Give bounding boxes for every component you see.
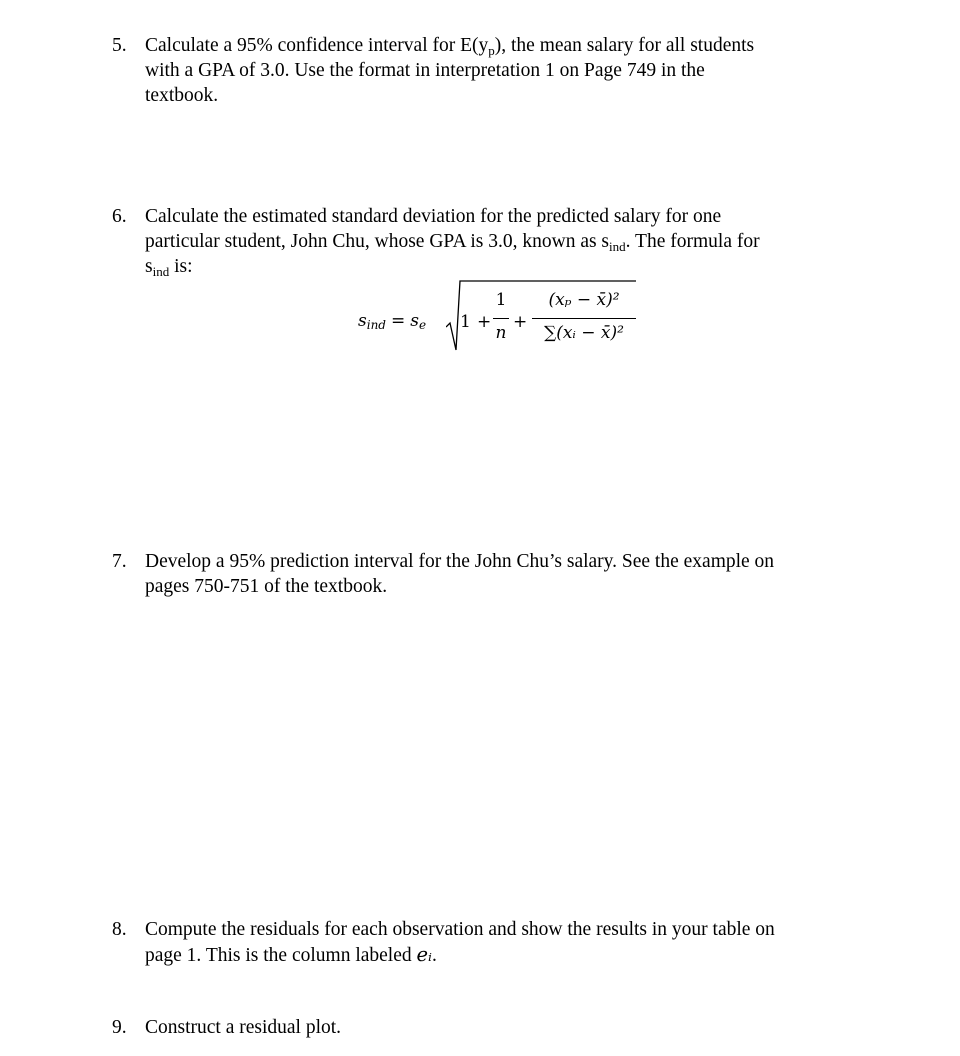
equals-sign: = (390, 311, 406, 331)
subscript: ind (609, 239, 626, 254)
question-line: Develop a 95% prediction interval for the John Chu’s salary. See the example on (145, 551, 775, 572)
formula-subscript: ind (366, 318, 386, 332)
question-line: Compute the residuals for each observation and show the results in your table on (145, 919, 775, 940)
subscript: p (488, 43, 495, 58)
question-number: 7. (112, 551, 127, 572)
question-number: 9. (112, 1017, 127, 1038)
radicand (460, 290, 636, 344)
question-line: with a GPA of 3.0. Use the format in interpretation 1 on Page 749 in the (145, 60, 705, 81)
text-segment: page 1. This is the column labeled (145, 945, 417, 966)
formula-lhs (358, 309, 426, 338)
fraction-denominator: ∑(xᵢ − x̄)² (544, 323, 624, 343)
question-6 (112, 204, 852, 279)
question-5 (112, 33, 852, 108)
residual-variable: eᵢ (416, 943, 432, 966)
text-segment: particular student, John Chu, whose GPA is 3.0, known as s (145, 231, 610, 252)
text-segment: . (431, 945, 437, 966)
plus-sign: + (513, 312, 528, 332)
question-9 (112, 1015, 852, 1040)
question-line: Calculate the estimated standard deviation for the predicted salary for one (145, 206, 722, 227)
text-segment: . The formula for (625, 231, 760, 252)
text-segment: Calculate a 95% confidence interval for E(y (145, 35, 489, 56)
fraction-numerator: (xₚ − x̄)² (548, 290, 620, 310)
question-line (145, 942, 852, 968)
formula-s: s (410, 311, 419, 331)
question-7 (112, 549, 852, 599)
question-line: pages 750-751 of the textbook. (145, 576, 388, 597)
formula-s: s (358, 311, 367, 331)
fraction-denominator: n (495, 323, 507, 343)
question-text (145, 33, 852, 108)
question-number: 6. (112, 206, 127, 227)
question-number: 5. (112, 35, 127, 56)
question-text (145, 204, 852, 279)
question-text (145, 1015, 852, 1040)
formula-one: 1 (460, 312, 471, 332)
fraction-numerator: 1 (495, 290, 507, 310)
question-text (145, 549, 852, 599)
fraction-bar (532, 318, 636, 319)
fraction-one-over-n (493, 290, 509, 343)
text-segment: ), the mean salary for all students (494, 35, 755, 56)
question-number: 8. (112, 919, 127, 940)
question-line: textbook. (145, 85, 219, 106)
text-segment: s (145, 256, 153, 277)
question-text (145, 917, 852, 968)
text-segment: is: (169, 256, 193, 277)
question-line: Construct a residual plot. (145, 1017, 342, 1038)
question-line (145, 33, 852, 58)
sind-formula (358, 278, 658, 358)
fraction-bar (493, 318, 509, 319)
question-8 (112, 917, 852, 968)
question-line (145, 254, 852, 279)
formula-subscript: e (418, 318, 427, 332)
plus-sign: + (477, 312, 492, 332)
fraction-deviation (532, 290, 636, 343)
question-line (145, 229, 852, 254)
subscript: ind (152, 264, 170, 279)
